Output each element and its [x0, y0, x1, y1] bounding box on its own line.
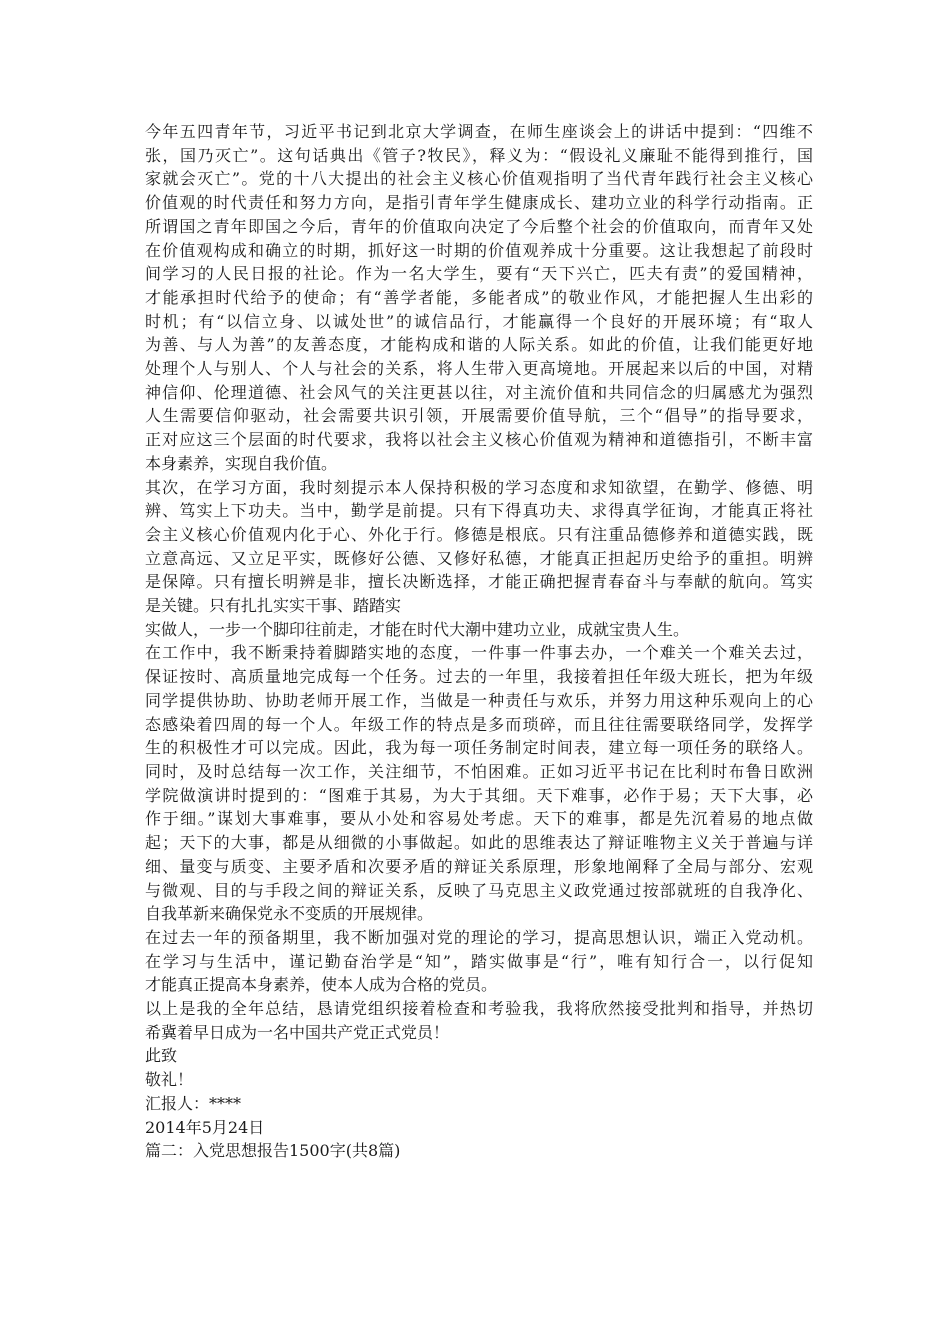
text-line: 敬礼！ [145, 1070, 194, 1090]
text-line: 态感染着四周的每一个人。年级工作的特点是多而琐碎，而且往往需要联络同学，发挥学 [145, 714, 813, 734]
text-line: 所谓国之青年即国之今后，青年的价值取向决定了今后整个社会的价值取向，而青年又处 [145, 216, 813, 236]
document-body [145, 120, 813, 1163]
text-line: 才能承担时代给予的使命；有“善学者能，多能者成”的敬业作风，才能把握人生出彩的 [145, 287, 813, 307]
text-line: 与微观、目的与手段之间的辩证关系，反映了马克思主义政党通过按部就班的自我净化、 [145, 880, 813, 900]
text-line: 细、量变与质变、主要矛盾和次要矛盾的辩证关系原理，形象地阐释了全局与部分、宏观 [145, 856, 813, 876]
text-line: 以上是我的全年总结，恳请党组织接着检查和考验我，我将欣然接受批判和指导，并热切 [145, 999, 813, 1019]
text-line: 辨、笃实上下功夫。当中，勤学是前提。只有下得真功夫、求得真学征询，才能真正将社 [145, 501, 813, 521]
text-line: 2014年5月24日 [145, 1117, 265, 1137]
text-line: 立意高远、又立足平实，既修好公德、又修好私德，才能真正担起历史给予的重担。明辨 [145, 548, 813, 568]
text-line: 此致 [145, 1046, 178, 1066]
text-line: 在工作中，我不断秉持着脚踏实地的态度，一件事一件事去办，一个难关一个难关去过， [145, 643, 813, 663]
text-line: 时机；有“以信立身、以诚处世”的诚信品行，才能赢得一个良好的开展环境；有“取人 [145, 311, 813, 331]
text-line: 间学习的人民日报的社论。作为一名大学生，要有“天下兴亡，匹夫有责”的爱国精神， [145, 264, 813, 284]
text-line: 在学习与生活中，谨记勤奋治学是“知”，踏实做事是“行”，唯有知行合一，以行促知 [145, 951, 813, 971]
text-line: 正对应这三个层面的时代要求，我将以社会主义核心价值观为精神和道德指引，不断丰富 [145, 430, 813, 450]
text-line: 神信仰、伦理道德、社会风气的关注更甚以往，对主流价值和共同信念的归属感尤为强烈 [145, 382, 813, 402]
text-line: 汇报人：**** [145, 1093, 242, 1113]
text-line: 保证按时、高质量地完成每一个任务。过去的一年里，我接着担任年级大班长，把为年级 [145, 667, 813, 687]
text-line: 人生需要信仰驱动，社会需要共识引领，开展需要价值导航，三个“倡导”的指导要求， [145, 406, 813, 426]
text-line: 家就会灭亡”。党的十八大提出的社会主义核心价值观指明了当代青年践行社会主义核心 [145, 169, 813, 189]
text-line: 本身素养，实现自我价值。 [145, 453, 338, 473]
text-line: 张，国乃灭亡”。这句话典出《管子?牧民》，释义为：“假设礼义廉耻不能得到推行，国 [145, 145, 813, 165]
text-line: 价值观的时代责任和努力方向，是指引青年学生健康成长、建功立业的科学行动指南。正 [145, 193, 813, 213]
text-line: 是保障。只有擅长明辨是非，擅长决断选择，才能正确把握青春奋斗与奉献的航向。笃实 [145, 572, 813, 592]
text-line: 作于细。”谋划大事难事，要从小处和容易处考虑。天下的难事，都是先沉着易的地点做 [145, 809, 813, 829]
text-line: 处理个人与别人、个人与社会的关系，将人生带入更高境地。开展起来以后的中国，对精 [145, 359, 813, 379]
text-line: 是关键。只有扎扎实实干事、踏踏实 [145, 596, 402, 616]
text-line: 起；天下的大事，都是从细微的小事做起。如此的思维表达了辩证唯物主义关于普遍与详 [145, 833, 813, 853]
text-line: 才能真正提高本身素养，使本人成为合格的党员。 [145, 975, 498, 995]
text-line: 实做人，一步一个脚印往前走，才能在时代大潮中建功立业，成就宝贵人生。 [145, 619, 690, 639]
text-line: 生的积极性才可以完成。因此，我为每一项任务制定时间表，建立每一项任务的联络人。 [145, 738, 813, 758]
text-line: 篇二：入党思想报告1500字(共8篇) [145, 1141, 401, 1161]
text-line: 希冀着早日成为一名中国共产党正式党员！ [145, 1022, 450, 1042]
text-line: 会主义核心价值观内化于心、外化于行。修德是根底。只有注重品德修养和道德实践，既 [145, 524, 813, 544]
text-line: 自我革新来确保党永不变质的开展规律。 [145, 904, 434, 924]
text-line: 今年五四青年节，习近平书记到北京大学调查，在师生座谈会上的讲话中提到：“四维不 [145, 122, 813, 141]
text-line: 为善、与人为善”的友善态度，才能构成和谐的人际关系。如此的价值，让我们能更好地 [145, 335, 813, 355]
text-line: 同时，及时总结每一次工作，关注细节，不怕困难。正如习近平书记在比利时布鲁日欧洲 [145, 761, 813, 781]
text-line: 在价值观构成和确立的时期，抓好这一时期的价值观养成十分重要。这让我想起了前段时 [145, 240, 813, 260]
text-line: 同学提供协助、协助老师开展工作，当做是一种责任与欢乐，并努力用这种乐观向上的心 [145, 690, 813, 710]
text-line: 学院做演讲时提到的：“图难于其易，为大于其细。天下难事，必作于易；天下大事，必 [145, 785, 813, 805]
text-line: 其次，在学习方面，我时刻提示本人保持积极的学习态度和求知欲望，在勤学、修德、明 [145, 477, 813, 497]
text-line: 在过去一年的预备期里，我不断加强对党的理论的学习，提高思想认识，端正入党动机。 [145, 927, 813, 947]
